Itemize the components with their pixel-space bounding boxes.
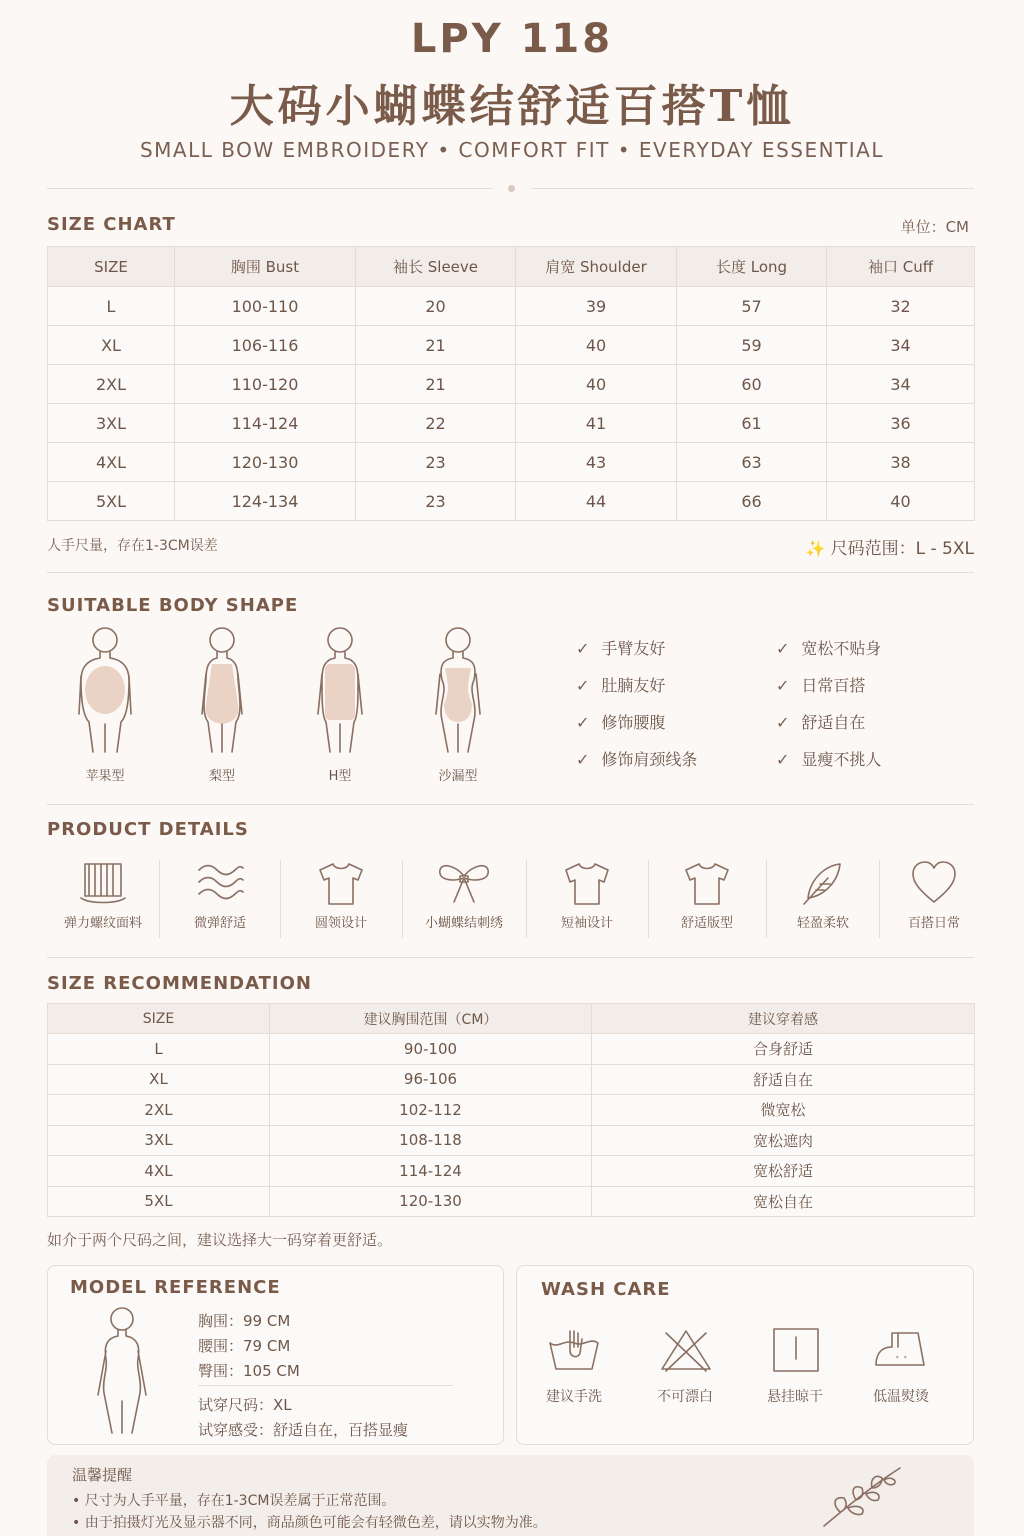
tshirt-icon xyxy=(314,858,368,908)
table-cell: XL xyxy=(48,326,175,365)
table-cell: 23 xyxy=(356,482,516,521)
column-header: 建议穿着感 xyxy=(592,1004,975,1034)
sparkle-icon: ✨ xyxy=(805,539,826,558)
feature-item: ✓ 手臂友好 xyxy=(576,639,666,658)
table-header-row xyxy=(48,247,975,287)
product-subtitle: SMALL BOW EMBROIDERY • COMFORT FIT • EVERYDAY ESSENTIAL xyxy=(139,138,884,162)
column-header: 袖长 Sleeve xyxy=(356,247,516,287)
model-bust: 胸围：99 CM xyxy=(198,1312,291,1330)
detail-item: 微弹舒适 xyxy=(160,858,280,931)
model-feel: 试穿感受：舒适自在，百搭显瘦 xyxy=(198,1421,409,1439)
table-cell: 66 xyxy=(677,482,827,521)
recommendation-table xyxy=(47,1003,975,1217)
table-cell: 20 xyxy=(356,287,516,326)
low-iron-icon xyxy=(872,1325,930,1375)
table-cell: 63 xyxy=(677,443,827,482)
model-waist: 腰围：79 CM xyxy=(198,1337,291,1355)
model-figure-icon xyxy=(90,1305,160,1435)
table-cell: 21 xyxy=(356,326,516,365)
table-row xyxy=(48,1064,975,1095)
table-cell: 43 xyxy=(516,443,677,482)
table-row xyxy=(48,1034,975,1065)
tshirt-icon xyxy=(680,858,734,908)
divider xyxy=(198,1385,453,1386)
divider xyxy=(47,957,974,958)
hand-wash-icon xyxy=(546,1325,602,1375)
wash-label: 悬挂晾干 xyxy=(767,1389,823,1405)
table-cell: 舒适自在 xyxy=(592,1064,975,1095)
wash-label: 低温熨烫 xyxy=(873,1389,929,1405)
table-cell: 60 xyxy=(677,365,827,404)
model-size: 试穿尺码：XL xyxy=(198,1396,292,1414)
table-cell: 5XL xyxy=(48,482,175,521)
check-icon: ✓ xyxy=(576,639,590,658)
product-title: 大码小蝴蝶结舒适百搭T恤 xyxy=(229,81,795,132)
table-cell: 宽松遮肉 xyxy=(592,1125,975,1156)
tips-line: • 尺寸为人手平量，存在1-3CM误差属于正常范围。 xyxy=(72,1493,396,1509)
recommendation-title: SIZE RECOMMENDATION xyxy=(47,973,312,994)
tshirt-icon xyxy=(560,858,614,908)
table-row xyxy=(48,404,975,443)
divider xyxy=(47,188,492,189)
table-cell: 39 xyxy=(516,287,677,326)
table-cell: 34 xyxy=(827,365,975,404)
feature-item: ✓ 日常百搭 xyxy=(776,676,866,695)
table-cell: 4XL xyxy=(48,443,175,482)
check-icon: ✓ xyxy=(776,750,790,769)
table-cell: 44 xyxy=(516,482,677,521)
column-header: SIZE xyxy=(48,1004,270,1034)
table-cell: 114-124 xyxy=(175,404,356,443)
no-bleach-icon xyxy=(658,1325,714,1375)
table-cell: 宽松自在 xyxy=(592,1186,975,1217)
table-cell: 2XL xyxy=(48,1095,270,1126)
table-cell: 96-106 xyxy=(270,1064,592,1095)
feature-item: ✓ 舒适自在 xyxy=(776,713,866,732)
check-icon: ✓ xyxy=(576,750,590,769)
table-row xyxy=(48,443,975,482)
table-cell: L xyxy=(48,287,175,326)
table-cell: 3XL xyxy=(48,1125,270,1156)
table-row xyxy=(48,1156,975,1187)
detail-item: 百搭日常 xyxy=(880,858,988,931)
detail-item: 圆领设计 xyxy=(281,858,401,931)
wave-icon xyxy=(195,858,245,908)
detail-item: 弹力螺纹面料 xyxy=(47,858,159,931)
shape-label: 沙漏型 xyxy=(438,769,478,784)
check-icon: ✓ xyxy=(776,713,790,732)
table-cell: 40 xyxy=(827,482,975,521)
leaf-branch-icon xyxy=(818,1462,908,1530)
table-cell: 23 xyxy=(356,443,516,482)
model-hip: 臀围：105 CM xyxy=(198,1362,300,1380)
hang-dry-icon xyxy=(768,1325,824,1375)
check-icon: ✓ xyxy=(776,676,790,695)
tips-title: 温馨提醒 xyxy=(72,1466,133,1484)
shape-label: 梨型 xyxy=(208,769,235,784)
check-icon: ✓ xyxy=(576,676,590,695)
table-cell: 22 xyxy=(356,404,516,443)
table-cell: 32 xyxy=(827,287,975,326)
table-cell: 124-134 xyxy=(175,482,356,521)
table-cell: 40 xyxy=(516,326,677,365)
column-header: 肩宽 Shoulder xyxy=(516,247,677,287)
unit-label: 单位：CM xyxy=(900,218,969,236)
column-header: 长度 Long xyxy=(677,247,827,287)
size-range-text: 尺码范围：L - 5XL xyxy=(830,539,974,559)
divider xyxy=(47,804,974,805)
table-cell: 34 xyxy=(827,326,975,365)
table-row xyxy=(48,1125,975,1156)
apple-shape-icon xyxy=(79,628,131,752)
hourglass-shape-icon xyxy=(436,628,480,752)
table-row xyxy=(48,365,975,404)
table-row xyxy=(48,326,975,365)
wash-title: WASH CARE xyxy=(541,1279,671,1300)
divider xyxy=(47,572,974,573)
h-shape-icon xyxy=(318,628,362,752)
table-cell: 36 xyxy=(827,404,975,443)
feature-item: ✓ 宽松不贴身 xyxy=(776,639,882,658)
table-row xyxy=(48,1095,975,1126)
table-cell: 5XL xyxy=(48,1186,270,1217)
feather-icon xyxy=(798,858,848,908)
divider-dot xyxy=(508,185,515,192)
model-title: MODEL REFERENCE xyxy=(70,1277,281,1298)
column-header: 袖口 Cuff xyxy=(827,247,975,287)
bow-icon xyxy=(436,858,492,908)
body-shape-figures xyxy=(70,624,490,760)
table-cell: 120-130 xyxy=(175,443,356,482)
table-cell: 110-120 xyxy=(175,365,356,404)
details-title: PRODUCT DETAILS xyxy=(47,819,249,840)
measure-note: 人手尺量，存在1-3CM误差 xyxy=(47,538,218,554)
table-row xyxy=(48,482,975,521)
recommendation-note: 如介于两个尺码之间，建议选择大一码穿着更舒适。 xyxy=(47,1231,393,1249)
table-cell: 3XL xyxy=(48,404,175,443)
table-cell: 合身舒适 xyxy=(592,1034,975,1065)
table-cell: XL xyxy=(48,1064,270,1095)
tips-line: • 由于拍摄灯光及显示器不同，商品颜色可能会有轻微色差，请以实物为准。 xyxy=(72,1515,547,1531)
column-header: 建议胸围范围（CM） xyxy=(270,1004,592,1034)
feature-item: ✓ 修饰腰腹 xyxy=(576,713,666,732)
table-cell: 2XL xyxy=(48,365,175,404)
size-chart-title: SIZE CHART xyxy=(47,214,176,235)
detail-item: 小蝴蝶结刺绣 xyxy=(403,858,525,931)
table-cell: 106-116 xyxy=(175,326,356,365)
feature-item: ✓ 肚腩友好 xyxy=(576,676,666,695)
check-icon: ✓ xyxy=(776,639,790,658)
size-chart-table xyxy=(47,246,975,521)
table-cell: 41 xyxy=(516,404,677,443)
table-cell: 21 xyxy=(356,365,516,404)
table-cell: L xyxy=(48,1034,270,1065)
wash-label: 不可漂白 xyxy=(657,1389,713,1405)
body-shape-title: SUITABLE BODY SHAPE xyxy=(47,595,299,616)
column-header: 胸围 Bust xyxy=(175,247,356,287)
pear-shape-icon xyxy=(202,628,242,752)
fabric-icon xyxy=(79,858,127,908)
detail-item: 轻盈柔软 xyxy=(767,858,879,931)
table-cell: 40 xyxy=(516,365,677,404)
table-header-row xyxy=(48,1004,975,1034)
divider xyxy=(532,188,974,189)
table-cell: 38 xyxy=(827,443,975,482)
table-cell: 114-124 xyxy=(270,1156,592,1187)
table-cell: 59 xyxy=(677,326,827,365)
feature-item: ✓ 修饰肩颈线条 xyxy=(576,750,698,769)
table-cell: 4XL xyxy=(48,1156,270,1187)
table-row xyxy=(48,287,975,326)
feature-item: ✓ 显瘦不挑人 xyxy=(776,750,882,769)
table-cell: 108-118 xyxy=(270,1125,592,1156)
table-cell: 57 xyxy=(677,287,827,326)
table-cell: 微宽松 xyxy=(592,1095,975,1126)
shape-label: H型 xyxy=(328,769,352,784)
column-header: SIZE xyxy=(48,247,175,287)
table-row xyxy=(48,1186,975,1217)
wash-label: 建议手洗 xyxy=(546,1389,602,1405)
table-cell: 120-130 xyxy=(270,1186,592,1217)
check-icon: ✓ xyxy=(576,713,590,732)
size-range xyxy=(806,534,974,559)
table-cell: 102-112 xyxy=(270,1095,592,1126)
table-cell: 100-110 xyxy=(175,287,356,326)
table-cell: 宽松舒适 xyxy=(592,1156,975,1187)
product-code: LPY 118 xyxy=(410,16,614,62)
detail-item: 短袖设计 xyxy=(527,858,647,931)
heart-icon xyxy=(909,858,959,908)
table-cell: 61 xyxy=(677,404,827,443)
shape-label: 苹果型 xyxy=(85,769,125,784)
detail-item: 舒适版型 xyxy=(649,858,765,931)
table-cell: 90-100 xyxy=(270,1034,592,1065)
